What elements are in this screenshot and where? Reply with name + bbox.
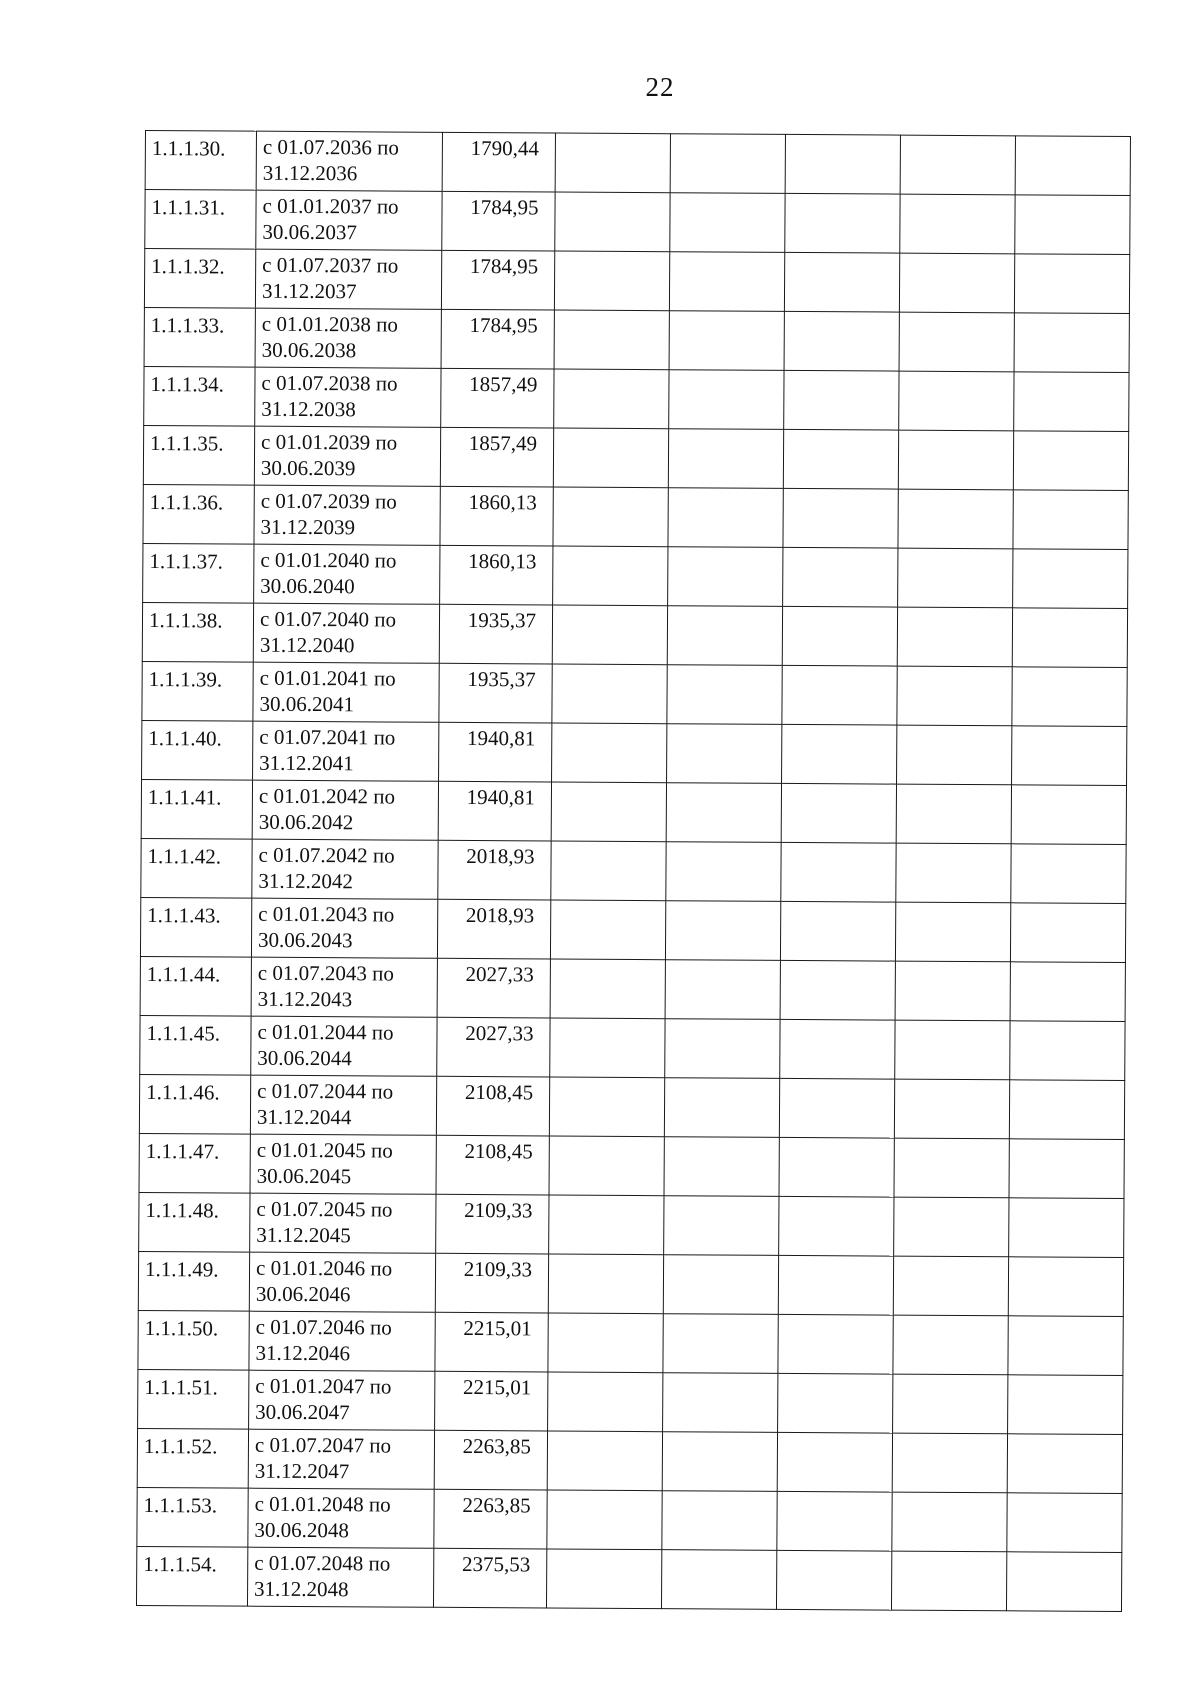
table-row [143,484,1128,549]
empty-cell [667,606,782,666]
period-start: с 01.07.2047 по [254,1432,392,1458]
empty-cell [782,606,897,666]
row-value-cell: 2108,45 [436,1076,549,1136]
row-period-cell [253,662,439,722]
row-period-cell [255,308,441,368]
row-value-cell: 2109,33 [436,1194,549,1254]
table-row [141,779,1126,844]
empty-cell [1008,1316,1123,1376]
period-end: 31.12.2041 [259,750,354,776]
row-value-cell: 2108,45 [436,1135,549,1195]
empty-cell [663,1314,778,1374]
empty-cell [663,1255,778,1315]
empty-cell [665,960,780,1020]
empty-cell [548,1313,663,1373]
empty-cell [892,1433,1007,1493]
empty-cell [1013,431,1128,491]
empty-cell [776,1550,891,1610]
empty-cell [665,901,780,961]
period-start: с 01.07.2040 по [259,606,397,632]
row-period-cell [251,957,437,1017]
table-row [144,366,1129,431]
empty-cell [1007,1493,1122,1553]
empty-cell [1013,549,1128,609]
table-row [144,307,1129,372]
period-start: с 01.01.2039 по [261,429,398,455]
row-period-cell [256,131,442,191]
empty-cell [778,1255,893,1315]
table-row [144,249,1129,314]
table-row [136,1546,1121,1611]
row-value-cell: 1935,37 [439,663,552,723]
empty-cell [546,1549,661,1609]
period-end: 30.06.2042 [258,809,354,835]
empty-cell [778,1314,893,1374]
row-code-cell: 1.1.1.40. [142,720,253,780]
empty-cell [554,369,669,429]
empty-cell [891,1551,1006,1611]
empty-cell [894,1079,1009,1139]
row-code-cell: 1.1.1.39. [142,661,253,721]
empty-cell [661,1550,776,1610]
empty-cell [552,664,667,724]
row-period-cell [253,603,439,663]
period-end: 31.12.2040 [259,632,355,658]
period-end: 30.06.2048 [254,1517,350,1543]
row-value-cell: 2018,93 [438,840,551,900]
row-code-cell: 1.1.1.45. [140,1015,251,1075]
period-start: с 01.01.2046 по [255,1255,393,1281]
period-end: 31.12.2048 [254,1576,349,1602]
row-code-cell: 1.1.1.51. [138,1369,249,1429]
empty-cell [898,548,1013,608]
empty-cell [548,1372,663,1432]
empty-cell [899,253,1014,313]
row-period-cell [249,1370,435,1430]
period-end: 31.12.2039 [260,514,356,540]
row-period-cell [253,721,439,781]
empty-cell [548,1254,663,1314]
empty-cell [669,370,784,430]
table-row [140,956,1125,1021]
empty-cell [785,193,900,253]
row-period-cell [249,1252,435,1312]
empty-cell [553,428,668,488]
row-period-cell [249,1311,435,1371]
empty-cell [552,605,667,665]
row-period-cell [251,1016,437,1076]
empty-cell [781,783,896,843]
empty-cell [900,135,1015,195]
row-value-cell: 2215,01 [435,1371,548,1431]
row-period-cell [247,1547,433,1607]
table-row [142,661,1127,726]
period-start: с 01.07.2043 по [257,960,394,986]
empty-cell [1010,1021,1125,1081]
row-code-cell: 1.1.1.49. [138,1251,249,1311]
empty-cell [547,1490,662,1550]
period-start: с 01.01.2043 по [258,901,395,927]
period-end: 31.12.2047 [254,1458,350,1484]
empty-cell [1014,313,1129,373]
row-period-cell [250,1134,436,1194]
empty-cell [1015,195,1130,255]
period-start: с 01.01.2040 по [260,547,397,573]
row-code-cell: 1.1.1.54. [136,1546,247,1606]
empty-cell [553,487,668,547]
row-period-cell [252,839,438,899]
empty-cell [780,901,895,961]
empty-cell [777,1491,892,1551]
empty-cell [783,429,898,489]
empty-cell [898,430,1013,490]
empty-cell [782,665,897,725]
empty-cell [895,961,1010,1021]
empty-cell [1015,136,1130,196]
empty-cell [897,607,1012,667]
empty-cell [666,783,781,843]
period-start: с 01.07.2036 по [262,134,400,160]
table-row [138,1369,1123,1434]
empty-cell [549,1195,664,1255]
empty-cell [785,134,900,194]
table-row [138,1251,1123,1316]
empty-cell [1009,1198,1124,1258]
empty-cell [896,843,1011,903]
empty-cell [778,1373,893,1433]
period-end: 30.06.2044 [257,1045,352,1071]
empty-cell [1007,1434,1122,1494]
row-code-cell: 1.1.1.50. [138,1310,249,1370]
empty-cell [670,134,785,194]
empty-cell [781,842,896,902]
row-value-cell: 2109,33 [435,1253,548,1313]
table-row [140,1015,1125,1080]
period-start: с 01.07.2042 по [258,842,395,868]
table-row [142,720,1127,785]
period-start: с 01.01.2047 по [255,1373,392,1399]
empty-cell [779,1196,894,1256]
row-period-cell [254,544,440,604]
empty-cell [897,666,1012,726]
period-start: с 01.07.2038 по [261,370,398,396]
row-value-cell: 1784,95 [441,309,554,369]
row-code-cell: 1.1.1.37. [143,543,254,603]
period-start: с 01.07.2039 по [260,488,397,514]
empty-cell [664,1137,779,1197]
row-code-cell: 1.1.1.47. [139,1133,250,1193]
empty-cell [1012,608,1127,668]
empty-cell [780,960,895,1020]
empty-cell [1006,1552,1121,1612]
period-end: 30.06.2037 [262,219,357,245]
period-end: 31.12.2045 [256,1222,351,1248]
row-value-cell: 2263,85 [434,1430,547,1490]
empty-cell [1013,490,1128,550]
empty-cell [669,252,784,312]
period-end: 30.06.2038 [261,337,357,363]
period-end: 31.12.2037 [261,278,357,304]
table-body [136,131,1130,1612]
empty-cell [670,193,785,253]
period-start: с 01.07.2037 по [262,252,399,278]
empty-cell [668,547,783,607]
row-value-cell: 1940,81 [439,722,552,782]
period-start: с 01.01.2044 по [257,1019,394,1045]
table-row [142,602,1127,667]
row-value-cell: 2263,85 [434,1489,547,1549]
row-value-cell: 1940,81 [438,781,551,841]
empty-cell [782,724,897,784]
row-period-cell [250,1193,436,1253]
empty-cell [549,1136,664,1196]
empty-cell [1011,844,1126,904]
table-row [139,1133,1124,1198]
empty-cell [550,1018,665,1078]
empty-cell [783,488,898,548]
row-period-cell [256,190,442,250]
empty-cell [1010,903,1125,963]
empty-cell [1012,726,1127,786]
row-value-cell: 1935,37 [439,604,552,664]
table-row [137,1428,1122,1493]
row-period-cell [255,249,441,309]
empty-cell [894,1138,1009,1198]
empty-cell [894,1197,1009,1257]
row-code-cell: 1.1.1.31. [145,190,256,250]
row-value-cell: 1860,13 [440,545,553,605]
period-end: 30.06.2043 [257,927,353,953]
row-value-cell: 1860,13 [440,486,553,546]
period-end: 31.12.2046 [255,1340,351,1366]
page-number: 22 [645,72,675,102]
period-start: с 01.01.2048 по [254,1491,391,1517]
empty-cell [550,900,665,960]
period-end: 31.12.2042 [258,868,353,894]
period-end: 30.06.2045 [256,1163,352,1189]
empty-cell [664,1078,779,1138]
row-code-cell: 1.1.1.38. [142,602,253,662]
period-start: с 01.07.2044 по [257,1078,394,1104]
table-row [140,897,1125,962]
row-code-cell: 1.1.1.52. [137,1428,248,1488]
row-code-cell: 1.1.1.35. [143,425,254,485]
table-row [138,1310,1123,1375]
row-code-cell: 1.1.1.33. [144,307,255,367]
period-start: с 01.07.2041 по [259,724,396,750]
empty-cell [1009,1080,1124,1140]
empty-cell [664,1196,779,1256]
row-period-cell [252,780,438,840]
empty-cell [668,488,783,548]
row-period-cell [255,367,441,427]
row-value-cell: 1784,95 [442,191,555,251]
period-end: 30.06.2047 [255,1399,350,1425]
empty-cell [665,1019,780,1079]
empty-cell [667,665,782,725]
row-code-cell: 1.1.1.44. [140,956,251,1016]
empty-cell [1009,1139,1124,1199]
row-code-cell: 1.1.1.32. [144,249,255,309]
empty-cell [784,370,899,430]
row-value-cell: 2215,01 [435,1312,548,1372]
empty-cell [895,1020,1010,1080]
tariff-table [136,130,1131,1612]
empty-cell [1014,372,1129,432]
empty-cell [663,1373,778,1433]
empty-cell [898,489,1013,549]
period-end: 31.12.2043 [257,986,353,1012]
empty-cell [777,1432,892,1492]
row-code-cell: 1.1.1.46. [139,1074,250,1134]
empty-cell [547,1431,662,1491]
row-value-cell: 1790,44 [442,132,555,192]
table-row [141,838,1126,903]
empty-cell [549,1077,664,1137]
period-end: 30.06.2039 [260,455,356,481]
empty-cell [783,547,898,607]
empty-cell [1010,962,1125,1022]
row-value-cell: 2018,93 [437,899,550,959]
row-period-cell [248,1488,434,1548]
empty-cell [897,725,1012,785]
row-period-cell [254,485,440,545]
empty-cell [667,724,782,784]
row-value-cell: 1857,49 [441,368,554,428]
empty-cell [896,784,1011,844]
empty-cell [662,1432,777,1492]
empty-cell [899,312,1014,372]
table-row [139,1074,1124,1139]
period-end: 30.06.2040 [260,573,355,599]
period-end: 30.06.2046 [255,1281,351,1307]
empty-cell [895,902,1010,962]
empty-cell [1014,254,1129,314]
empty-cell [1011,785,1126,845]
empty-cell [662,1491,777,1551]
period-end: 31.12.2044 [256,1104,352,1130]
row-value-cell: 1784,95 [441,250,554,310]
empty-cell [1008,1375,1123,1435]
row-code-cell: 1.1.1.34. [144,366,255,426]
period-start: с 01.01.2037 по [262,193,399,219]
period-end: 31.12.2036 [262,160,358,186]
empty-cell [669,311,784,371]
row-code-cell: 1.1.1.41. [141,779,252,839]
period-start: с 01.07.2045 по [256,1196,393,1222]
row-period-cell [251,898,437,958]
period-start: с 01.07.2046 по [255,1314,392,1340]
row-code-cell: 1.1.1.43. [140,897,251,957]
row-value-cell: 2027,33 [437,958,550,1018]
row-period-cell [254,426,440,486]
period-start: с 01.01.2042 по [258,783,396,809]
empty-cell [893,1374,1008,1434]
row-code-cell: 1.1.1.36. [143,484,254,544]
empty-cell [550,959,665,1019]
period-start: с 01.01.2038 по [261,311,398,337]
empty-cell [779,1078,894,1138]
empty-cell [554,251,669,311]
row-code-cell: 1.1.1.42. [141,838,252,898]
row-code-cell: 1.1.1.30. [145,131,256,191]
table-row [145,190,1130,255]
empty-cell [1012,667,1127,727]
row-code-cell: 1.1.1.53. [137,1487,248,1547]
empty-cell [899,371,1014,431]
row-value-cell: 2375,53 [433,1548,546,1608]
period-end: 30.06.2041 [259,691,355,717]
table-row [143,543,1128,608]
empty-cell [555,192,670,252]
empty-cell [893,1256,1008,1316]
table-row [145,131,1130,196]
empty-cell [1008,1257,1123,1317]
period-start: с 01.01.2041 по [259,665,396,691]
empty-cell [892,1492,1007,1552]
empty-cell [784,311,899,371]
empty-cell [668,429,783,489]
row-period-cell [250,1075,436,1135]
table-row [143,425,1128,490]
empty-cell [666,842,781,902]
empty-cell [900,194,1015,254]
row-period-cell [248,1429,434,1489]
period-start: с 01.01.2045 по [256,1137,393,1163]
empty-cell [554,310,669,370]
empty-cell [780,1019,895,1079]
period-start: с 01.07.2048 по [254,1550,391,1576]
empty-cell [551,782,666,842]
table-row [137,1487,1122,1552]
empty-cell [784,252,899,312]
empty-cell [779,1137,894,1197]
empty-cell [553,546,668,606]
empty-cell [552,723,667,783]
period-end: 31.12.2038 [261,396,356,422]
row-value-cell: 1857,49 [440,427,553,487]
empty-cell [893,1315,1008,1375]
empty-cell [555,133,670,193]
table-row [139,1192,1124,1257]
row-value-cell: 2027,33 [437,1017,550,1077]
empty-cell [551,841,666,901]
row-code-cell: 1.1.1.48. [139,1192,250,1252]
